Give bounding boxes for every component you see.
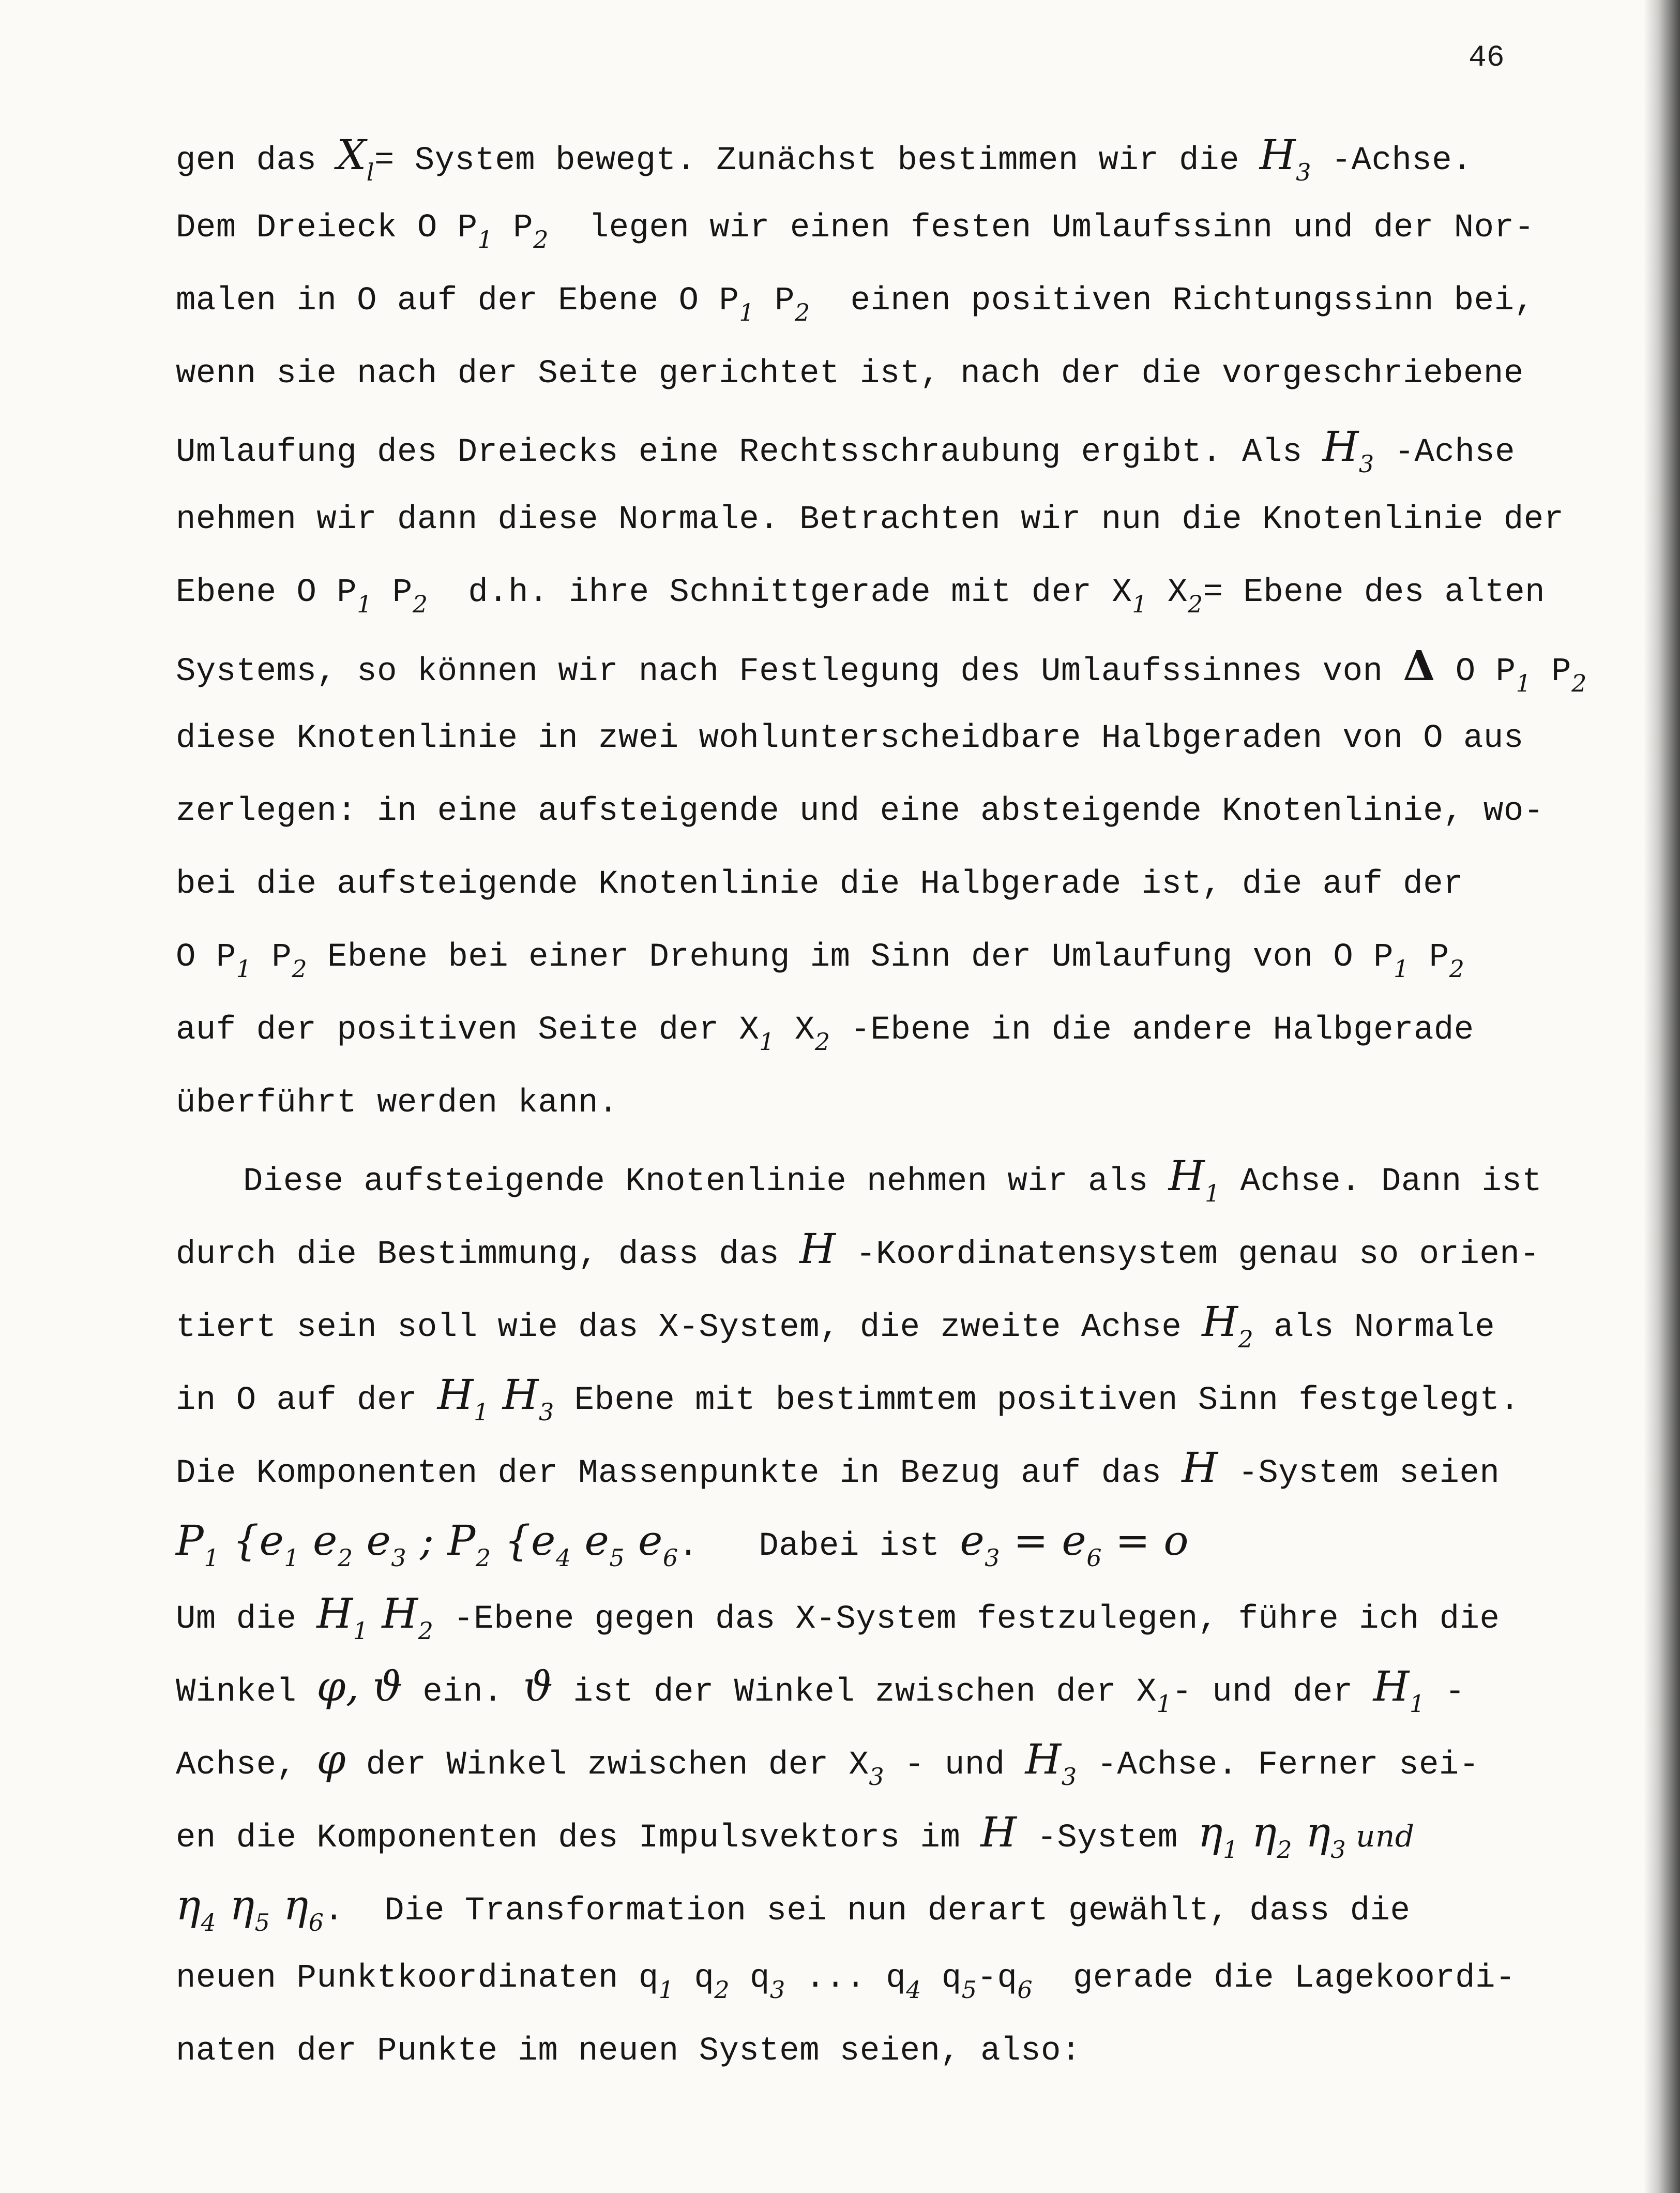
text-line: neuen Punktkoordinaten $q_1$ $q_2$ $q_3$ ... $q_4$ $q_5-q_6$ gerade die Lagekoordi- xyxy=(176,1960,1516,2004)
text-line: O $P_1$ $P_2$ Ebene bei einer Drehung im Sinn der Umlaufung von O $P_1$ $P_2$ xyxy=(176,939,1465,983)
math-symbol: H xyxy=(489,1371,539,1419)
math-symbol: H xyxy=(1202,1298,1238,1346)
math-symbol: H xyxy=(1168,1152,1205,1200)
text-line: Um die $H_1$ $H_2$ -Ebene gegen das X-System festzulegen, führe ich die xyxy=(176,1589,1500,1645)
text-line: zerlegen: in eine aufsteigende und eine absteigende Knotenlinie, wo- xyxy=(176,793,1544,830)
math-symbol: ϑ xyxy=(523,1662,553,1710)
text-line: gen das $X_l=$ System bewegt. Zunächst bestimmen wir die $H_3$ -Achse. xyxy=(176,131,1473,186)
math-symbol: H xyxy=(799,1225,836,1273)
typewritten-text xyxy=(176,129,1624,2098)
text-line: tiert sein soll wie das X-System, die zweite Achse $H_2$ als Normale xyxy=(176,1298,1495,1353)
book-gutter-shadow xyxy=(1644,0,1680,2193)
text-line: nehmen wir dann diese Normale. Betrachten wir nun die Knotenlinie der xyxy=(176,501,1564,538)
math-symbol: H xyxy=(1025,1735,1062,1783)
math-symbol: H xyxy=(316,1589,353,1638)
text-line: diese Knotenlinie in zwei wohlunterscheidbare Halbgeraden von O aus xyxy=(176,720,1524,757)
text-line: Umlaufung des Dreiecks eine Rechtsschraubung ergibt. Als $H_3$ -Achse xyxy=(176,423,1516,478)
text-line: durch die Bestimmung, dass das H -Koordinatensystem genau so orien- xyxy=(176,1225,1540,1273)
text-line: auf der positiven Seite der $X_1$ $X_2$ -Ebene in die andere Halbgerade xyxy=(176,1012,1474,1056)
text-line: naten der Punkte im neuen System seien, also: xyxy=(176,2033,1081,2070)
triangle-symbol: Δ xyxy=(1403,641,1435,690)
handwritten-formula-line: $P_1$ {$e_1$ $e_2$ $e_3$ ; $P_2$ {$e_4$ $e_5$ $e_6$. Dabei ist $e_3 = e_6 = o$ xyxy=(176,1516,1189,1572)
math-symbol: H xyxy=(1182,1444,1218,1492)
math-symbol: H xyxy=(1322,423,1359,471)
text-line: Ebene O $P_1$ $P_2$ d.h. ihre Schnittgerade mit der $X_1$ $X_2=$ Ebene des alten xyxy=(176,574,1546,618)
page-number: 46 xyxy=(1469,41,1505,75)
math-symbol: H xyxy=(1259,131,1296,179)
math-symbol: H xyxy=(980,1808,1017,1856)
text-line: $\eta_4$ $\eta_5$ $\eta_6$. Die Transformation sei nun derart gewählt, dass die xyxy=(176,1881,1411,1936)
text-line: Systems, so können wir nach Festlegung des Umlaufssinnes von Δ O $P_1$ $P_2$ xyxy=(176,641,1587,697)
math-symbol: X xyxy=(337,131,367,179)
text-line: Winkel φ, ϑ ein. ϑ ist der Winkel zwischen der $X_1-$ und der $H_1$ - xyxy=(176,1662,1465,1718)
text-line: wenn sie nach der Seite gerichtet ist, nach der die vorgeschriebene xyxy=(176,355,1524,393)
text-line: en die Komponenten des Impulsvektors im H -System $\eta_1$ $\eta_2$ $\eta_3$ und xyxy=(176,1808,1415,1864)
text-line: bei die aufsteigende Knotenlinie die Halbgerade ist, die auf der xyxy=(176,866,1463,903)
math-symbol: H xyxy=(437,1371,474,1419)
text-line: Die Komponenten der Massenpunkte in Bezug auf das H -System seien xyxy=(176,1444,1500,1492)
text-line: in O auf der $H_1$ $H_3$ Ebene mit bestimmtem positiven Sinn festgelegt. xyxy=(176,1371,1520,1426)
text-line: überführt werden kann. xyxy=(176,1085,618,1122)
math-symbol: H xyxy=(368,1589,418,1638)
math-symbol: φ, ϑ xyxy=(316,1662,403,1710)
text-line: malen in O auf der Ebene O $P_1$ $P_2$ einen positiven Richtungssinn bei, xyxy=(176,282,1535,326)
paragraph-start-line: Diese aufsteigende Knotenlinie nehmen wir als $H_1$ Achse. Dann ist xyxy=(243,1152,1542,1207)
text-line: Dem Dreieck O $P_1$ $P_2$ legen wir einen festen Umlaufssinn und der Nor- xyxy=(176,209,1535,253)
math-symbol: φ xyxy=(316,1735,346,1783)
math-symbol: H xyxy=(1373,1662,1410,1710)
text-line: Achse, φ der Winkel zwischen der $X_3$ - und $H_3$ -Achse. Ferner sei- xyxy=(176,1735,1479,1791)
handwritten-word: und xyxy=(1346,1819,1415,1854)
